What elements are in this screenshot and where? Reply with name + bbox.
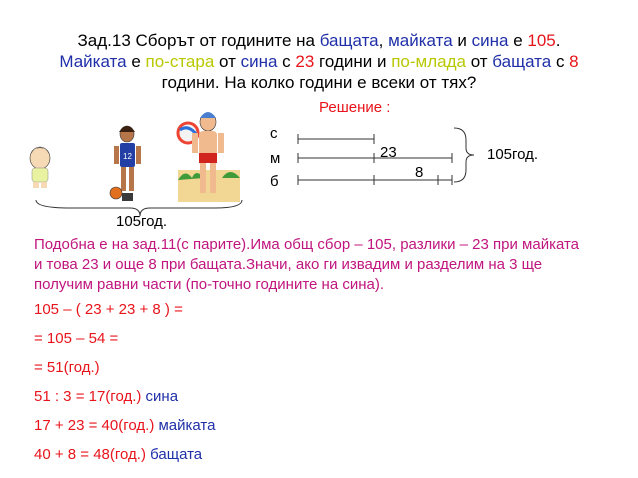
- diff-8: 8: [569, 52, 579, 71]
- step-1-expr: 105 – ( 23 + 23 + 8 ) =: [34, 301, 183, 318]
- explanation-line-2: и това 23 и още 8 при бащата.Значи, ако ги извадим и разделим на 3 ще: [34, 256, 543, 273]
- step-5: [34, 417, 215, 434]
- father-figure: [178, 112, 240, 202]
- mother-figure: [110, 126, 141, 201]
- total-label: 105год.: [487, 146, 539, 163]
- explanation-line-3: получим равни части (по-точно годините на сина).: [34, 276, 385, 293]
- word-mother-2: Майката: [59, 52, 127, 71]
- solution-heading: Решение :: [319, 99, 391, 116]
- step-6-tail: бащата: [150, 446, 203, 463]
- step-4-expr: 51 : 3 = 17(год.): [34, 388, 146, 405]
- step-5-tail: майката: [158, 417, 216, 434]
- word-father-2: бащата: [492, 52, 552, 71]
- word-mother: майката: [388, 31, 453, 50]
- line1-comma: ,: [378, 31, 389, 50]
- word-older: по-стара: [145, 52, 215, 71]
- step-3-expr: = 51(год.): [34, 359, 100, 376]
- explanation-line-1: Подобна е на зад.11(с парите).Има общ сбор – 105, разлики – 23 при майката: [34, 236, 580, 253]
- line2-is: е: [126, 52, 146, 71]
- boy-figure: [30, 147, 50, 188]
- row-label-mother: м: [270, 150, 281, 167]
- step-3: [34, 359, 100, 376]
- line2-with: с: [277, 52, 296, 71]
- step-5-expr: 17 + 23 = 40(год.): [34, 417, 159, 434]
- step-1: [34, 301, 183, 318]
- step-6: [34, 446, 202, 463]
- segment-label-8: 8: [415, 164, 424, 181]
- line2-than: от: [214, 52, 241, 71]
- sum-105: 105: [527, 31, 556, 50]
- step-2: [34, 330, 118, 347]
- line2-with2: с: [551, 52, 570, 71]
- row-label-son: с: [270, 125, 278, 142]
- svg-text:12: 12: [123, 152, 132, 161]
- word-younger: по-млада: [391, 52, 466, 71]
- word-son: сина: [471, 31, 509, 50]
- step-4-tail: сина: [145, 388, 179, 405]
- step-6-expr: 40 + 8 = 48(год.): [34, 446, 151, 463]
- problem-line-3: години. На колко години е всеки от тях?: [161, 73, 477, 92]
- row-label-father: б: [270, 173, 279, 190]
- explanation: [34, 235, 634, 295]
- step-4: [34, 388, 178, 405]
- line1-end: .: [555, 31, 561, 50]
- word-son-2: сина: [240, 52, 278, 71]
- line1-is: е: [508, 31, 528, 50]
- line2-years-and: години и: [314, 52, 392, 71]
- line2-than2: от: [465, 52, 493, 71]
- brace-label: 105год.: [116, 213, 168, 230]
- diff-23: 23: [295, 52, 315, 71]
- line1-and: и: [452, 31, 472, 50]
- step-2-expr: = 105 – 54 =: [34, 330, 119, 347]
- word-father: бащата: [319, 31, 379, 50]
- segment-label-23: 23: [380, 144, 397, 161]
- line1-prefix: Зад.13 Сборът от годините на: [77, 31, 320, 50]
